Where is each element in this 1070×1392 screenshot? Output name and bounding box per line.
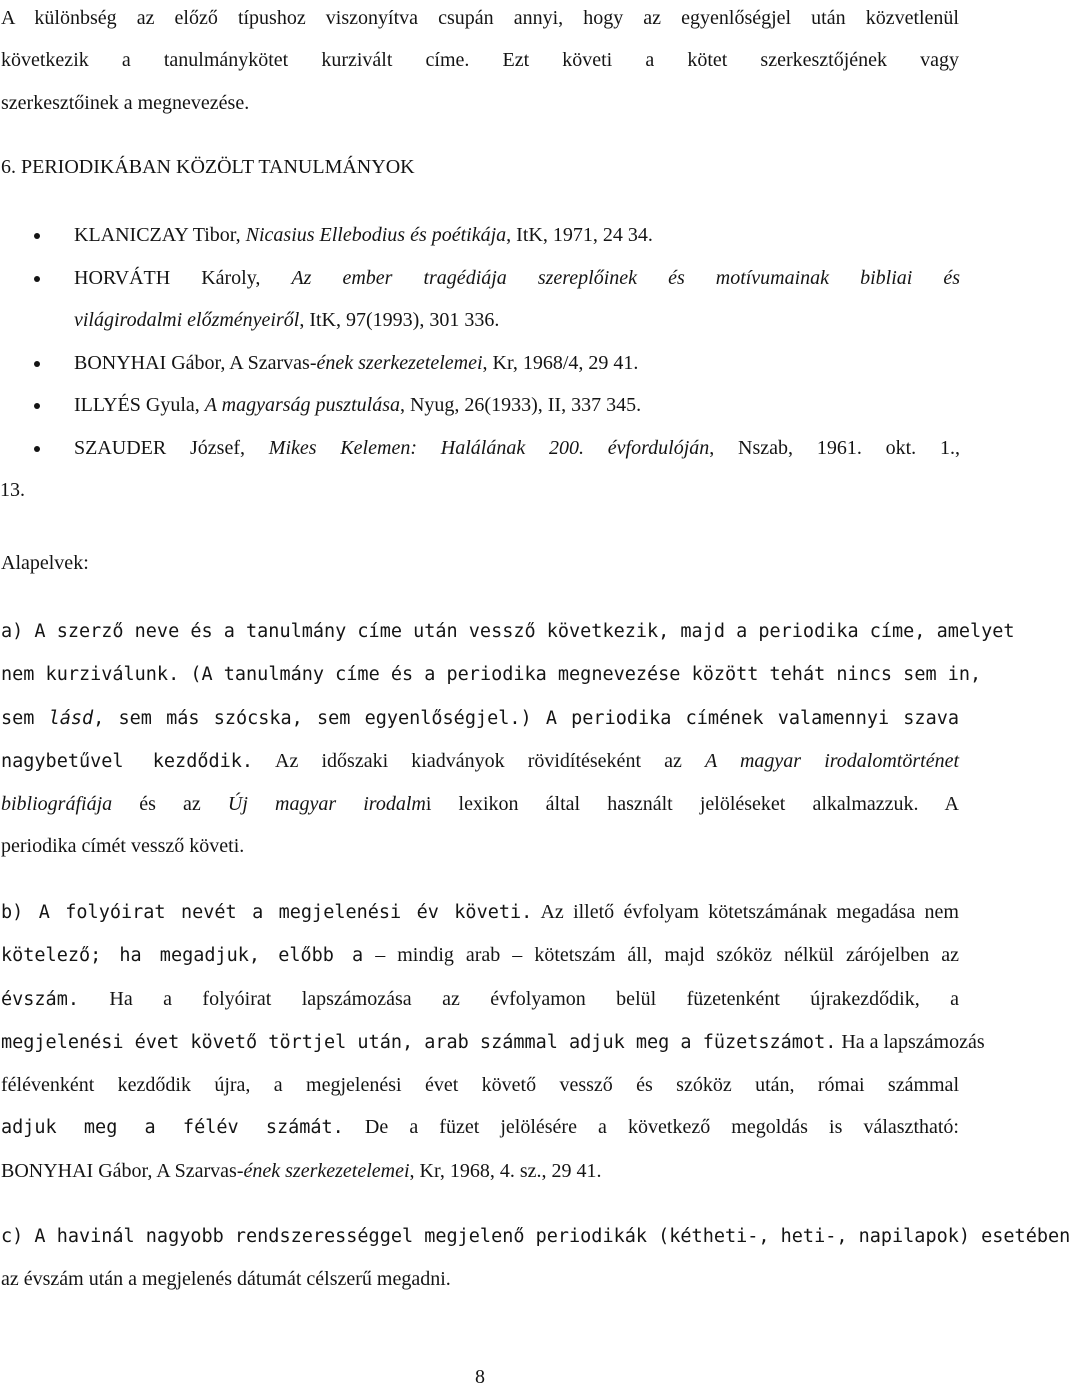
example-author: KLANICZAY Tibor, xyxy=(74,224,246,246)
example-source: , ItK, 1971, 24 34. xyxy=(506,224,653,246)
bullet-icon xyxy=(34,403,40,409)
list-item xyxy=(0,257,960,342)
paragraph-line: megjelenési évet követő törtjel után, arab számmal adjuk meg a füzetszámot. Ha a lapszámozás xyxy=(1,1030,985,1053)
example-source: , Nszab, 1961. okt. 1., xyxy=(709,436,960,459)
list-item xyxy=(0,342,960,385)
list-item xyxy=(0,427,960,512)
bullet-icon xyxy=(34,446,40,452)
principles-label: Alapelvek: xyxy=(1,552,89,574)
section-heading: 6. PERIODIKÁBAN KÖZÖLT TANULMÁNYOK xyxy=(1,156,415,178)
principle-b-paragraph xyxy=(1,891,985,1192)
list-item xyxy=(0,384,960,427)
principle-c-paragraph xyxy=(1,1215,1070,1301)
bullet-icon xyxy=(34,276,40,282)
intro-paragraph xyxy=(1,0,959,124)
paragraph-line: az évszám után a megjelenés dátumát célszerű megadni. xyxy=(1,1268,451,1291)
principle-a-paragraph xyxy=(1,610,1015,868)
example-title: A magyarság pusztulása xyxy=(204,394,400,416)
intro-line: A különbség az előző típushoz viszonyítva csupán annyi, hogy az egyenlőségjel után közvetlenül xyxy=(1,7,959,29)
paragraph-line: kötelező; ha megadjuk, előbb a – mindig arab – kötetszám áll, majd szóköz nélkül zárójelben az xyxy=(1,944,960,967)
paragraph-line: nagybetűvel kezdődik. Az időszaki kiadványok rövidítéseként az A magyar irodalomtörténet xyxy=(1,749,960,772)
paragraph-line: periodika címét vessző követi. xyxy=(1,835,245,858)
paragraph-line: évszám. Ha a folyóirat lapszámozása az évfolyamon belül füzetenként újrakezdődik, a xyxy=(1,987,959,1010)
paragraph-line: BONYHAI Gábor, A Szarvas-ének szerkezetelemei, Kr, 1968, 4. sz., 29 41. xyxy=(1,1159,602,1182)
intro-line: szerkesztőinek a megnevezése. xyxy=(1,91,250,114)
example-author: SZAUDER József, xyxy=(74,436,269,459)
paragraph-line: a) A szerző neve és a tanulmány címe után vessző következik, majd a periodika címe, amelyet xyxy=(1,621,1015,642)
paragraph-line: félévenként kezdődik újra, a megjelenési évet követő vessző és szóköz után, római számmal xyxy=(1,1074,959,1097)
paragraph-line: b) A folyóirat nevét a megjelenési év követi. Az illető évfolyam kötetszámának megadása nem xyxy=(1,901,959,923)
example-title: világirodalmi előzményeiről xyxy=(74,309,300,331)
example-title: A Szarvas- xyxy=(229,351,317,374)
example-source: , Kr, 1968/4, 29 41. xyxy=(482,351,639,374)
example-author: ILLYÉS Gyula, xyxy=(74,394,205,416)
page-number: 8 xyxy=(475,1366,485,1388)
example-title: ének szerkezetelemei xyxy=(316,351,483,374)
example-author: BONYHAI Gábor, xyxy=(74,351,230,374)
bullet-icon xyxy=(34,361,40,367)
paragraph-line: adjuk meg a félév számát. De a füzet jelölésére a következő megoldás is választható: xyxy=(1,1116,959,1139)
example-source: , ItK, 97(1993), 301 336. xyxy=(299,309,500,331)
bullet-icon xyxy=(34,233,40,239)
paragraph-line: sem lásd, sem más szócska, sem egyenlőségjel.) A periodika címének valamennyi szava xyxy=(1,707,959,729)
paragraph-line: bibliográfiája és az Új magyar irodalmi lexikon által használt jelöléseket alkalmazzuk. A xyxy=(1,793,959,816)
example-title: Mikes Kelemen: Halálának 200. évfordulóján xyxy=(268,436,710,459)
example-list xyxy=(0,214,960,512)
example-title: Az ember tragédiája szereplőinek és motívumainak bibliai és xyxy=(291,266,960,289)
example-author: HORVÁTH Károly, xyxy=(74,266,292,289)
paragraph-line: nem kurziválunk. (A tanulmány címe és a periodika megnevezése között tehát nincs sem in, xyxy=(1,664,982,686)
example-source: , Nyug, 26(1933), II, 337 345. xyxy=(399,394,642,416)
paragraph-line: c) A havinál nagyobb rendszerességgel megjelenő periodikák (kétheti-, heti-, napilapok) esetében xyxy=(1,1226,1070,1247)
list-item xyxy=(0,214,960,257)
example-title: Nicasius Ellebodius és poétikája xyxy=(245,224,507,246)
intro-line: következik a tanulmánykötet kurzivált címe. Ezt követi a kötet szerkesztőjének vagy xyxy=(1,49,959,72)
example-source: 13. xyxy=(0,479,25,501)
